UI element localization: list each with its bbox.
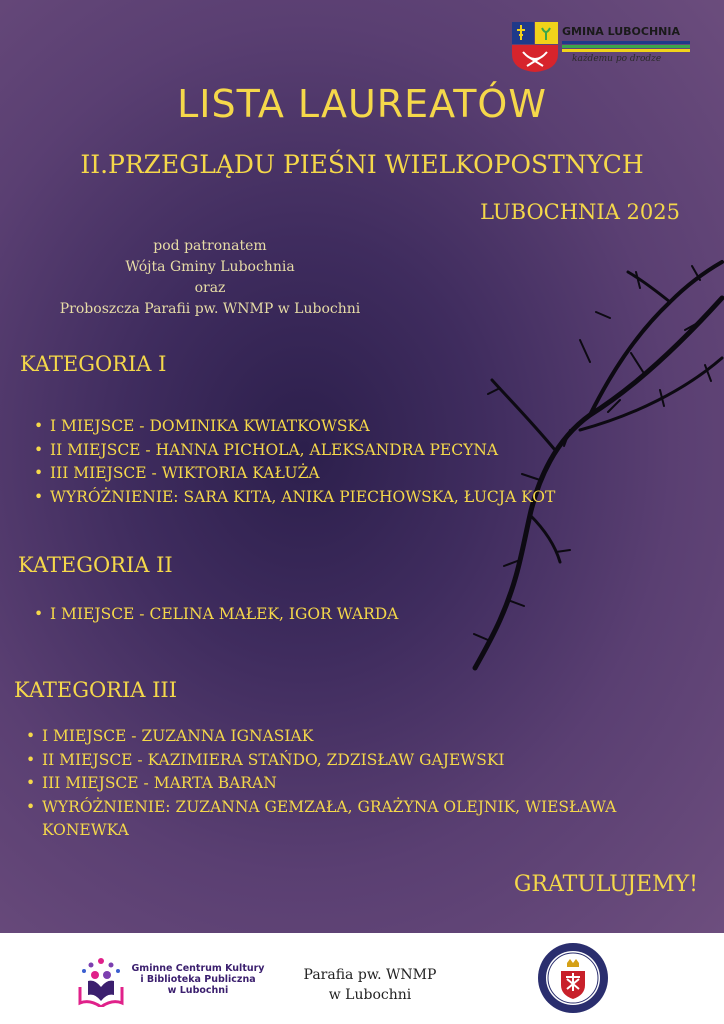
parish-line: Parafia pw. WNMP [303, 967, 437, 983]
category-list [34, 603, 398, 627]
list-item: • WYRÓŻNIENIE: ZUZANNA GEMZAŁA, GRAŻYNA OLEJNIK, WIESŁAWA KONEWKA [26, 796, 636, 843]
category-title: KATEGORIA II [18, 553, 173, 577]
patronage-line: Wójta Gminy Lubochnia [125, 259, 295, 275]
category-list [26, 725, 636, 843]
list-item: • II MIEJSCE - HANNA PICHOLA, ALEKSANDRA PECYNA [34, 439, 555, 463]
patronage-line: pod patronatem [153, 238, 267, 254]
parish-line: w Lubochni [328, 987, 412, 1003]
patronage-line: oraz [194, 280, 226, 296]
list-item: • I MIEJSCE - DOMINIKA KWIATKOWSKA [34, 415, 555, 439]
list-item: • III MIEJSCE - WIKTORIA KAŁUŻA [34, 462, 555, 486]
list-item: • III MIEJSCE - MARTA BARAN [26, 772, 636, 796]
event-year: LUBOCHNIA 2025 [480, 200, 680, 224]
culture-center-name [130, 963, 266, 996]
culture-center-line: Gminne Centrum Kultury [131, 963, 265, 974]
culture-center-line: i Biblioteka Publiczna [140, 974, 256, 985]
closing-text: GRATULUJEMY! [513, 872, 698, 897]
page-subtitle: II.PRZEGLĄDU PIEŚNI WIELKOPOSTNYCH [80, 150, 644, 179]
patronage-line: Proboszcza Parafii pw. WNMP w Lubochni [59, 301, 361, 317]
culture-center-line: w Lubochni [167, 985, 229, 996]
logo-stripes [562, 41, 690, 52]
category-title: KATEGORIA III [14, 678, 178, 702]
list-item: • II MIEJSCE - KAZIMIERA STAŃDO, ZDZISŁAW GAJEWSKI [26, 749, 636, 773]
municipality-logo [512, 22, 690, 72]
parish-name [290, 965, 450, 1005]
list-item: • I MIEJSCE - ZUZANNA IGNASIAK [26, 725, 636, 749]
book-people-icon [76, 953, 126, 1007]
footer [0, 933, 724, 1024]
list-item: • WYRÓŻNIENIE: SARA KITA, ANIKA PIECHOWSKA, ŁUCJA KOT [34, 486, 555, 510]
list-item: • I MIEJSCE - CELINA MAŁEK, IGOR WARDA [34, 603, 398, 627]
municipality-slogan: każdemu po drodze [572, 54, 662, 64]
parish-seal-icon [536, 941, 610, 1015]
municipality-name: GMINA LUBOCHNIA [562, 25, 680, 38]
page-title: LISTA LAUREATÓW [177, 82, 547, 126]
category-title: KATEGORIA I [20, 352, 167, 376]
patronage-block [20, 236, 400, 320]
category-list [34, 415, 555, 509]
coat-of-arms-icon [512, 22, 558, 72]
